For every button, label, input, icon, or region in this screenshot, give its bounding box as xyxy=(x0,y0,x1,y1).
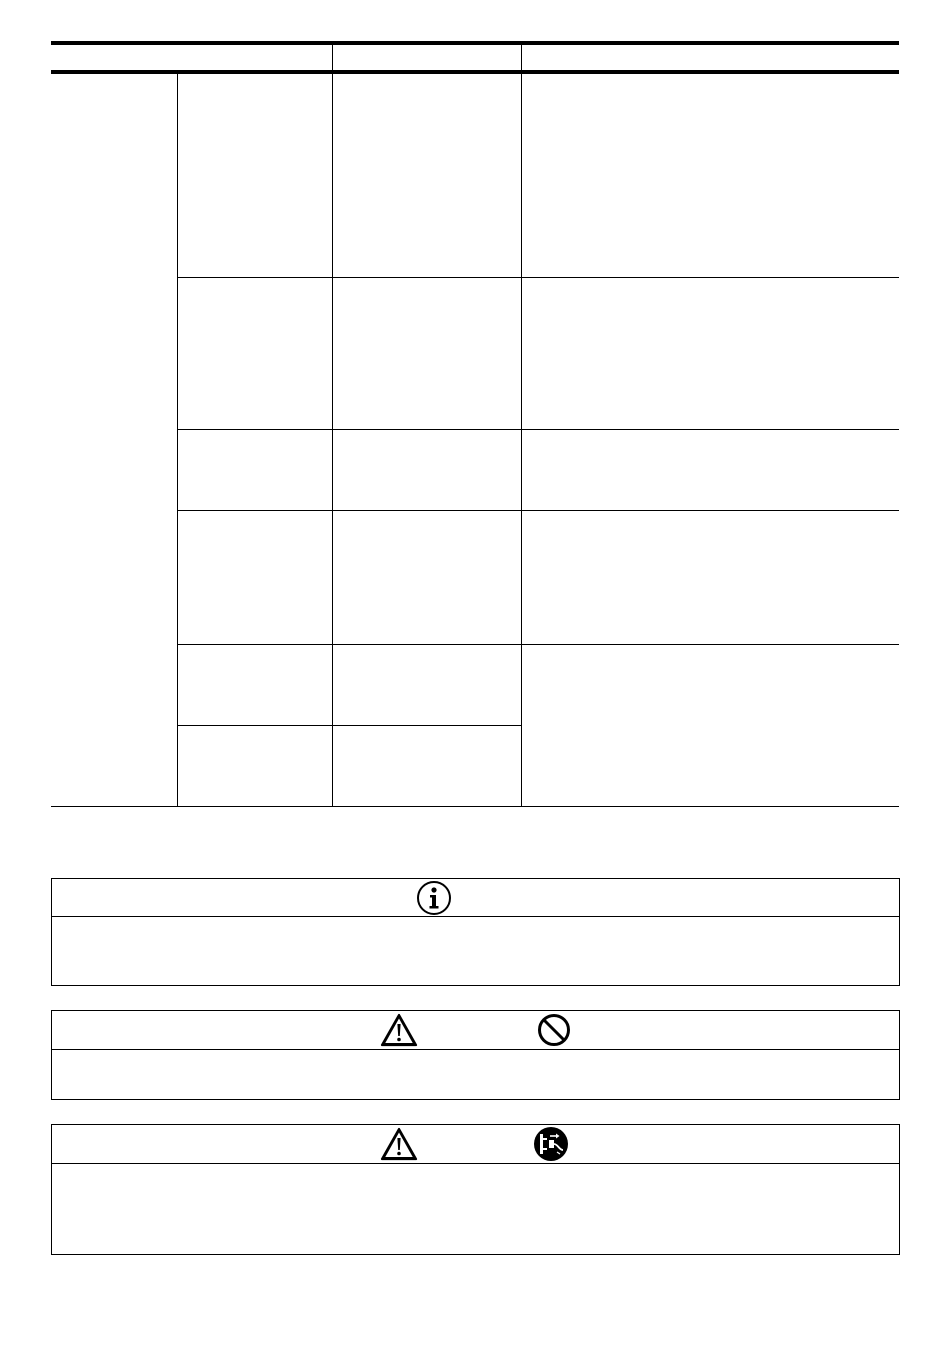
table-cell-item xyxy=(178,645,332,725)
warning-triangle-icon xyxy=(380,1013,418,1047)
table-group-label xyxy=(51,74,177,806)
table-cell-item xyxy=(178,511,332,644)
unplug-icon xyxy=(533,1126,569,1162)
table-cell-item xyxy=(178,278,332,429)
table-header-cell xyxy=(51,45,332,70)
notice-header xyxy=(52,1011,899,1050)
notice-body xyxy=(52,1164,899,1254)
table-cell-note xyxy=(522,511,899,644)
info-notice-box xyxy=(51,878,900,986)
table-cell-value xyxy=(333,726,521,806)
notice-body xyxy=(52,917,899,985)
table-cell-item xyxy=(178,726,332,806)
table-cell-value xyxy=(333,645,521,725)
table-cell-note xyxy=(522,74,899,277)
notice-body xyxy=(52,1050,899,1099)
table-cell-value xyxy=(333,278,521,429)
table-cell-item xyxy=(178,74,332,277)
table-cell-value xyxy=(333,430,521,510)
table-cell-note xyxy=(522,278,899,429)
notice-header xyxy=(52,879,899,917)
warning-notice-box xyxy=(51,1010,900,1100)
table-cell-value xyxy=(333,74,521,277)
info-icon xyxy=(416,880,452,916)
table-cell-value xyxy=(333,511,521,644)
table-cell-item xyxy=(178,430,332,510)
warning-unplug-notice-box xyxy=(51,1124,900,1255)
table-cell-note xyxy=(522,645,899,806)
table-cell-note xyxy=(522,430,899,510)
prohibition-icon xyxy=(537,1013,571,1047)
table-header-cell xyxy=(333,45,521,70)
warning-triangle-icon xyxy=(380,1127,418,1161)
table-bottom-rule xyxy=(51,806,899,807)
table-header-cell xyxy=(522,45,899,70)
notice-header xyxy=(52,1125,899,1164)
